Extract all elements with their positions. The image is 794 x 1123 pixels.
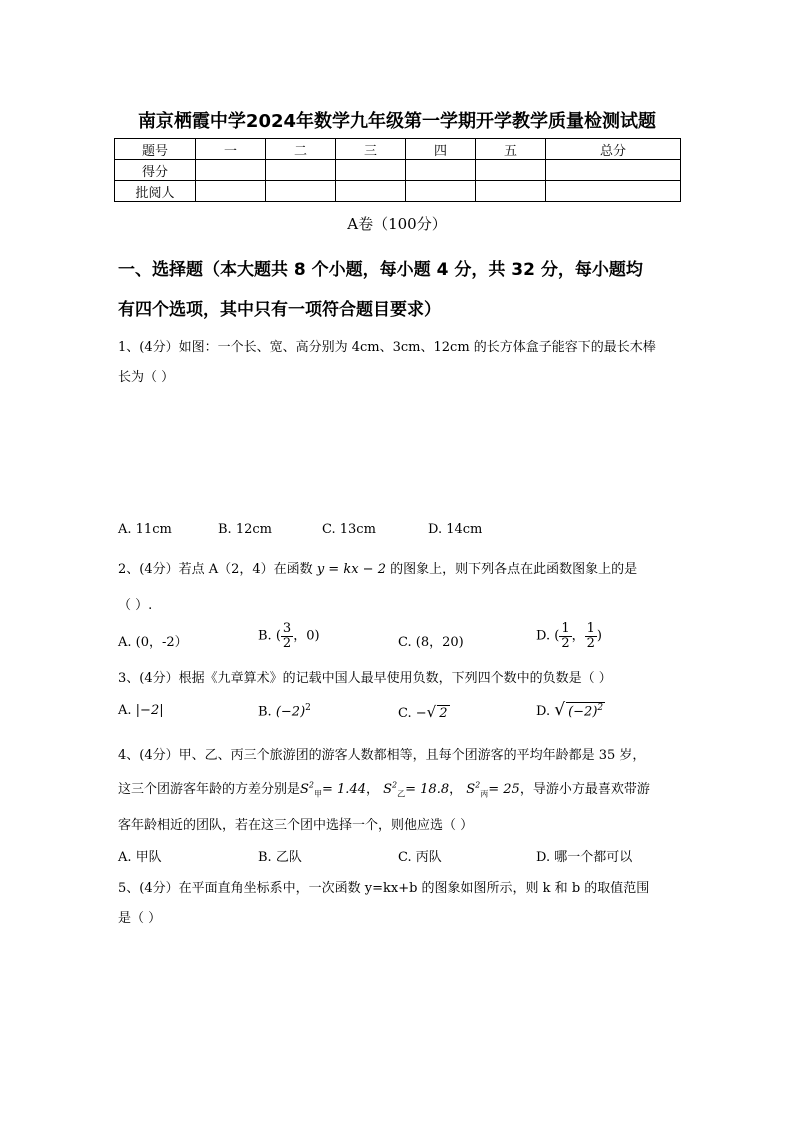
variance-jia: = 1.44 [322,782,366,797]
fraction [281,622,293,650]
question-2-text-line2: （ ）. [118,598,153,613]
table-cell: 二 [266,139,336,160]
radicand: 2 [439,706,448,721]
fraction [585,622,597,650]
question-5-text-line2: 是（ ） [118,911,162,926]
variance-yi: = 18.8 [405,782,450,797]
score-table [114,138,681,202]
option-a: A. (0，-2） [118,635,188,650]
sqrt-icon: √ [554,700,566,720]
option-c: C. 13cm [322,522,376,537]
option-label: D. [536,704,551,719]
option-label: C. [398,706,412,721]
exponent: 2 [305,703,311,713]
table-cell: 三 [336,139,406,160]
exponent: 2 [597,702,604,713]
option-c: C. (8，20) [398,635,464,650]
table-cell [196,160,266,181]
option-b [258,703,311,719]
option-label: D. [536,628,551,644]
text-fragment: ，导游小方最喜欢带游 [519,782,650,797]
question-1-figure-area [118,392,678,512]
question-1-text-line2: 长为（ ） [118,370,175,385]
option-c: C. 丙队 [398,850,442,865]
table-cell: 五 [476,139,546,160]
option-a [118,703,164,718]
option-label: B. [258,628,272,644]
fraction-numerator: 1 [561,621,570,636]
option-d: D. 哪一个都可以 [536,850,633,865]
question-4-text: 4、(4分）甲、乙、丙三个旅游团的游客人数都相等，且每个团游客的平均年龄都是 35 岁， [118,748,646,763]
volume-heading: A卷（100分） [347,215,447,233]
exam-title: 南京栖霞中学2024年数学九年级第一学期开学教学质量检测试题 [137,111,657,132]
section-heading-line1: 一、选择题（本大题共 8 个小题，每小题 4 分，共 32 分，每小题均 [118,260,643,280]
table-cell: 题号 [115,139,196,160]
question-2-suffix: 的图象上，则下列各点在此函数图象上的是 [390,562,638,577]
table-cell: 四 [406,139,476,160]
variance-symbol: $S^2_甲$ [300,780,323,799]
option-b: B. 12cm [218,522,272,537]
question-2-text [118,558,637,577]
score-table-header-row [115,139,681,160]
question-1-text: 1、(4分）如图：一个长、宽、高分别为 4cm、3cm、12cm 的长方体盒子能容下的最长木棒 [118,340,656,355]
section-heading-line2: 有四个选项，其中只有一项符合题目要求） [118,300,441,320]
table-cell [406,160,476,181]
variance-symbol: $S^2_丙$ [466,780,489,799]
question-4-text-line3: 客年龄相近的团队，若在这三个团中选择一个，则他应选（ ） [118,818,474,833]
math-expression: |−2| [135,703,164,718]
table-cell: 得分 [115,160,196,181]
radicand [566,702,605,719]
table-cell: 一 [196,139,266,160]
option-label: A. [118,703,132,718]
fraction-numerator: 3 [282,621,292,636]
table-cell [546,181,681,202]
variance-bing: = 25 [488,782,520,797]
sqrt-icon: √ [426,703,437,721]
question-2-prefix: 2、(4分）若点 A（2，4）在函数 [118,562,313,577]
table-cell [546,160,681,181]
question-4-text-line2: 这三个团游客年龄的方差分别是$S^2_甲= 1.44$， $S^2_乙= 18.8$， $S^2_丙= 25$，导游小方最喜欢带游 [118,780,650,799]
fraction-denominator: 2 [586,635,595,651]
option-b: B. 乙队 [258,850,302,865]
table-cell: 总分 [546,139,681,160]
subscript: 乙 [397,789,406,799]
math-expression: (−2) [275,704,306,720]
score-table-row [115,181,681,202]
minus-sign: − [415,706,427,721]
table-cell [266,160,336,181]
table-cell [336,181,406,202]
option-rest: ，0) [293,628,320,644]
fraction-denominator: 2 [282,635,292,651]
table-cell: 批阅人 [115,181,196,202]
fraction-denominator: 2 [561,635,570,651]
option-label: B. [258,704,272,720]
table-cell [266,181,336,202]
radicand-base: (−2) [568,704,598,719]
subscript: 丙 [480,789,489,799]
function-formula: y = kx − 2 [316,562,386,577]
text-fragment: 这三个团游客年龄的方差分别是 [118,782,301,797]
variance-symbol: $S^2_乙$ [383,780,406,799]
option-d: D. ( $\frac{1}{2}$ ， $\frac{1}{2}$ ) [536,621,602,651]
fraction-numerator: 1 [586,621,595,636]
score-table-row [115,160,681,181]
table-cell [476,181,546,202]
option-d: D. 14cm [428,522,483,537]
table-cell [476,160,546,181]
subscript: 甲 [314,789,323,799]
table-cell [336,160,406,181]
option-c [398,703,450,721]
question-5-text: 5、(4分）在平面直角坐标系中，一次函数 y=kx+b 的图象如图所示，则 k 和 b 的取值范围 [118,881,650,896]
option-d [536,700,605,720]
table-cell [406,181,476,202]
option-a: A. 甲队 [118,850,162,865]
option-b: B. ( $\frac{3}{2}$ ，0) [258,621,320,651]
table-cell [196,181,266,202]
option-a: A. 11cm [118,522,172,537]
fraction [559,622,571,650]
question-3-text: 3、(4分）根据《九章算术》的记载中国人最早使用负数，下列四个数中的负数是（ ） [118,671,612,686]
